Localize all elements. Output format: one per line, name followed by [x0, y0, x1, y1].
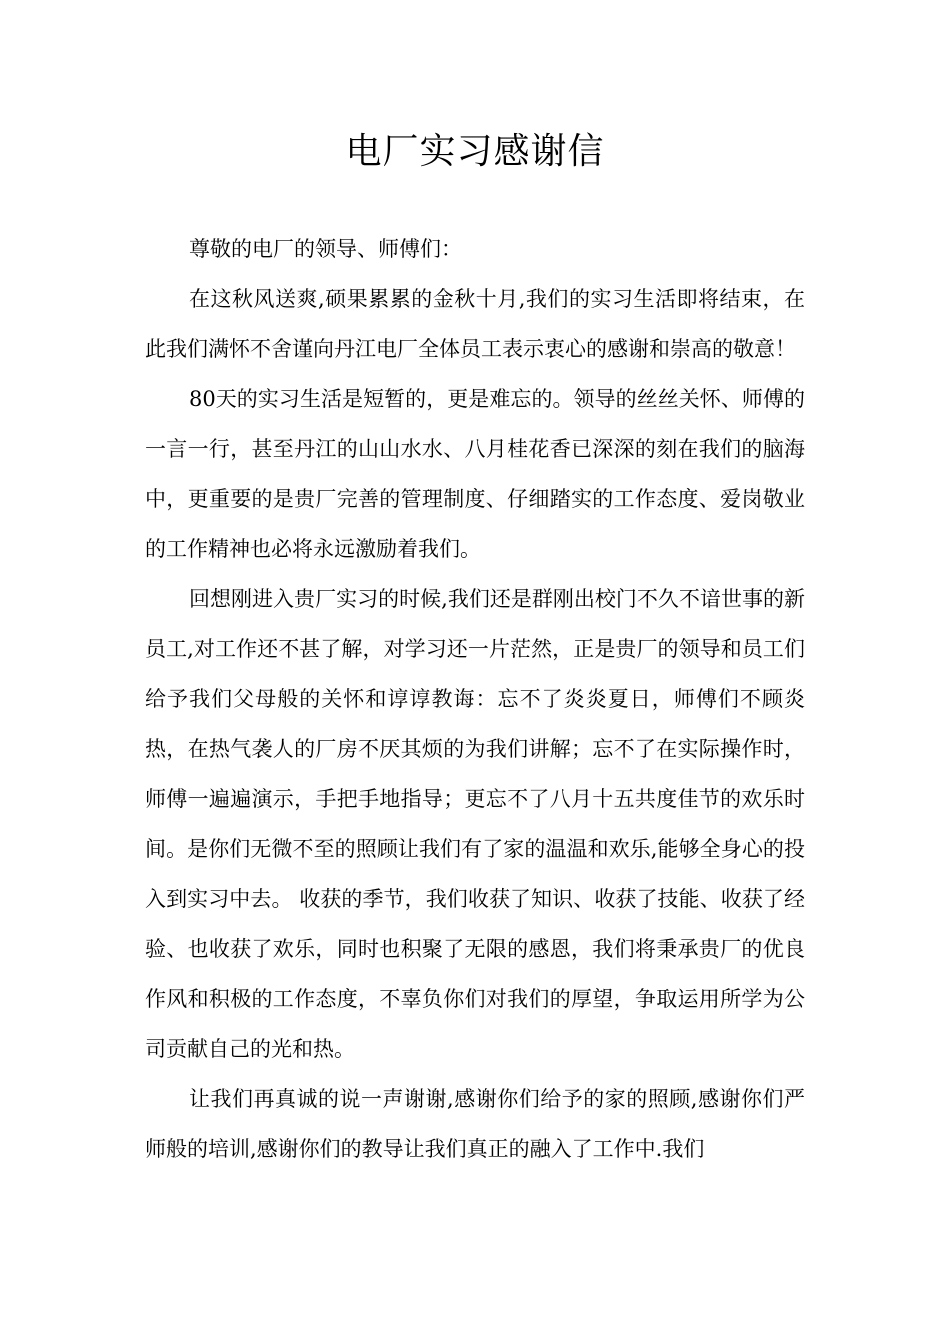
gratitude-paragraph: 让我们再真诚的说一声谢谢,感谢你们给予的家的照顾,感谢你们严师般的培训,感谢你们的教导让我们真正的融入了工作中.我们	[145, 1087, 805, 1161]
document-title: 电厂实习感谢信	[345, 131, 605, 172]
recollection-paragraph: 回想刚进入贵厂实习的时候,我们还是群刚出校门不久不谙世事的新员工,对工作还不甚了解，对学习还一片茫然，正是贵厂的领导和员工们给予我们父母般的关怀和谆谆教诲：忘不了炎炎夏日，师傅们不顾炎热，在热气袭人的厂房不厌其烦的为我们讲解；忘不了在实际操作时，师傅一遍遍演示，手把手地指导；更忘不了八月十五共度佳节的欢乐时间。是你们无微不至的照顾让我们有了家的温温和欢乐,能够全身心的投入到实习中去。 收获的季节，我们收获了知识、收获了技能、收获了经验、也收获了欢乐，同时也积聚了无限的感恩，我们将秉承贵厂的优良作风和积极的工作态度，不辜负你们对我们的厚望，争取运用所学为公司贡献自己的光和热。	[145, 587, 805, 1061]
opening-paragraph: 在这秋风送爽,硕果累累的金秋十月,我们的实习生活即将结束，在此我们满怀不舍谨向丹江电厂全体员工表示衷心的感谢和崇高的敬意！	[145, 287, 805, 361]
salutation-paragraph: 尊敬的电厂的领导、师傅们：	[189, 237, 462, 261]
letter-body	[145, 224, 805, 1174]
memories-paragraph: 80天的实习生活是短暂的，更是难忘的。领导的丝丝关怀、师傅的一言一行，甚至丹江的山山水水、八月桂花香已深深的刻在我们的脑海中，更重要的是贵厂完善的管理制度、仔细踏实的工作态度、爱岗敬业的工作精神也必将永远激励着我们。	[145, 387, 805, 561]
